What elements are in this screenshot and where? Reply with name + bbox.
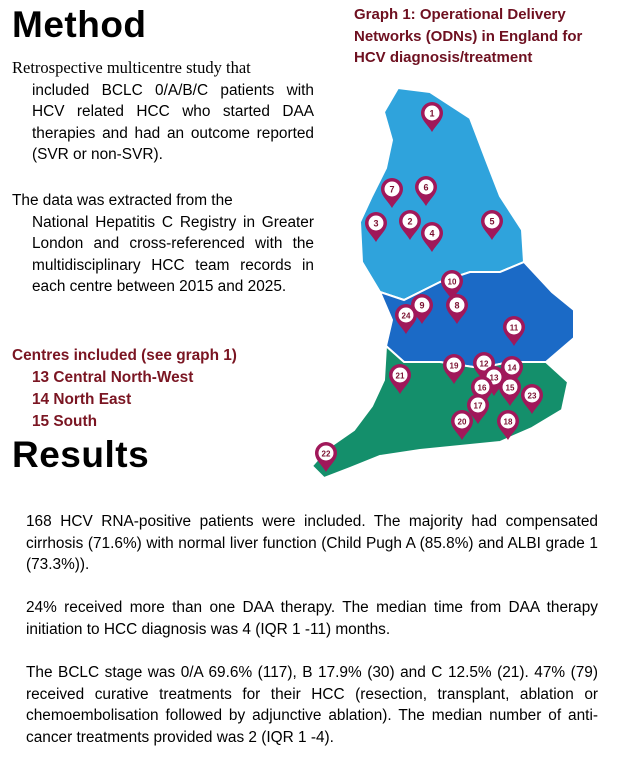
map-pin-label: 14 [507,363,517,373]
method-p2-lead: The data was extracted from the [12,192,233,209]
map-pin-label: 10 [447,277,457,287]
results-paragraph-bclc: The BCLC stage was 0/A 69.6% (117), B 17.9% (30) and C 12.5% (21). 47% (79) received curative treatments for their HCC (resection, transplant, ablation or chemoembolisation followed by adjunctive ablation). The median number of anti-cancer treatments provided was 2 (IQR 1 -4). [26,664,598,746]
map-pin-label: 4 [429,228,435,239]
method-heading: Method [12,4,147,45]
results-paragraph-daa: 24% received more than one DAA therapy. The median time from DAA therapy initiation to HCC diagnosis was 4 (IQR 1 -11) months. [26,599,598,638]
map-pin-label: 23 [527,391,537,401]
map-pin-label: 16 [477,383,487,393]
centres-list [12,345,237,433]
method-p1-rest: included BCLC 0/A/B/C patients with HCV related HCC who started DAA therapies and had an outcome reported (SVR or non-SVR). [32,81,314,163]
map-pin-label: 22 [321,449,331,459]
region-south [312,346,568,478]
map-pin-label: 5 [489,216,495,227]
map-pin-label: 9 [419,300,425,311]
map-pin-label: 15 [505,383,515,393]
map-pin-label: 3 [373,218,379,229]
centre-item: 15 South [32,413,97,430]
graph-title: Graph 1: Operational Delivery Networks (ODNs) in England for HCV diagnosis/treatment [354,6,583,66]
map-pin-label: 11 [509,323,519,333]
results-body [26,511,598,770]
map-pin-label: 7 [389,184,395,195]
map-pin-label: 20 [457,417,467,427]
method-paragraph-data [12,190,314,298]
centre-item: 14 North East [32,391,132,408]
map-pin-label: 19 [449,361,459,371]
method-p1-lead: Retrospective multicentre study that [12,58,251,77]
centres-title: Centres included (see graph 1) [12,347,237,364]
map-pin-label: 12 [479,359,489,369]
centre-item: 13 Central North-West [32,369,194,386]
map-pin-label: 2 [407,216,413,227]
results-paragraph-patients: 168 HCV RNA-positive patients were included. The majority had compensated cirrhosis (71.6%) with normal liver function (Child Pugh A (85.8%) and ALBI grade 1 (73.3%)). [26,513,598,574]
map-pin-label: 21 [395,371,405,381]
map-pin-label: 24 [401,311,411,321]
map-pin-label: 8 [454,300,460,311]
map-pin-label: 13 [489,373,499,383]
method-paragraph-study [12,57,314,166]
map-pin-label: 17 [473,401,483,411]
method-p2-rest: National Hepatitis C Registry in Greater London and cross-referenced with the multidisciplinary HCC team records in each centre between 2015 and 2025. [32,213,314,295]
map-pin-label: 1 [429,108,435,119]
map-pin-label: 6 [423,182,429,193]
results-heading: Results [12,434,150,475]
england-odn-map [300,80,590,490]
map-pin-label: 18 [503,417,513,427]
